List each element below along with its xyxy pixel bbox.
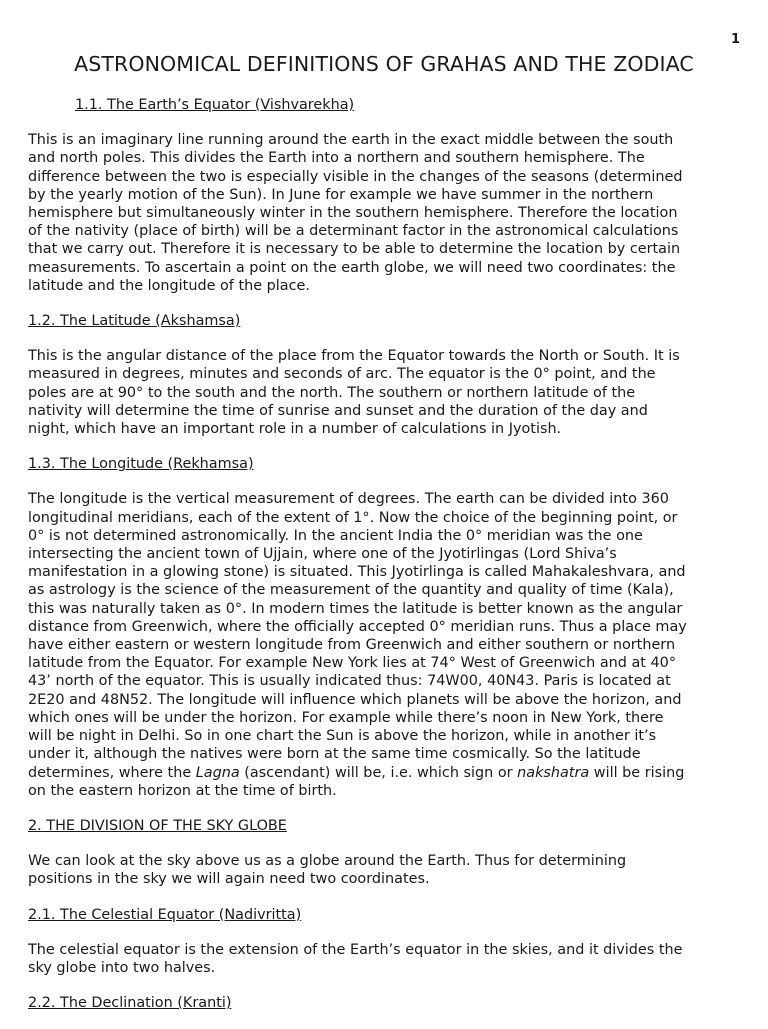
text-line: poles are at 90° to the south and the north. The southern or northern latitude of the xyxy=(28,384,636,401)
text-line: longitudinal meridians, each of the extent of 1°. Now the choice of the beginning point, or xyxy=(28,509,678,526)
text-line: 0° is not determined astronomically. In the ancient India the 0° meridian was the one xyxy=(28,527,643,544)
text-line-lagna xyxy=(28,764,740,782)
text-fragment: (ascendant) will be, i.e. which sign or xyxy=(239,764,518,781)
text-line: 2E20 and 48N52. The longitude will influence which planets will be above the horizon, and xyxy=(28,691,682,708)
section-heading-latitude: 1.2. The Latitude (Akshamsa) xyxy=(28,313,241,330)
section-heading-longitude: 1.3. The Longitude (Rekhamsa) xyxy=(28,456,254,473)
text-line: of the nativity (place of birth) will be a determinant factor in the astronomical calculations xyxy=(28,223,679,240)
text-line: The longitude is the vertical measurement of degrees. The earth can be divided into 360 xyxy=(28,491,669,508)
term-nakshatra: nakshatra xyxy=(517,764,590,781)
paragraph-earths-equator xyxy=(28,131,740,295)
text-line: have either eastern or western longitude from Greenwich and either southern or northern xyxy=(28,637,676,654)
document-body xyxy=(28,96,740,1029)
text-line: measurements. To ascertain a point on the earth globe, we will need two coordinates: the xyxy=(28,259,676,276)
text-line: that we carry out. Therefore it is necessary to be able to determine the location by certain xyxy=(28,241,681,258)
text-line: which ones will be under the horizon. For example while there’s noon in New York, there xyxy=(28,709,664,726)
text-line: by the yearly motion of the Sun). In June for example we have summer in the northern xyxy=(28,186,654,203)
text-line: distance from Greenwich, where the officially accepted 0° meridian runs. Thus a place may xyxy=(28,618,687,635)
text-line: difference between the two is especially visible in the changes of the seasons (determined xyxy=(28,168,683,185)
text-line: latitude from the Equator. For example New York lies at 74° West of Greenwich and at 40° xyxy=(28,655,677,672)
paragraph-celestial-equator xyxy=(28,941,740,977)
text-line: We can look at the sky above us as a globe around the Earth. Thus for determining xyxy=(28,853,627,870)
text-line: manifestation in a glowing stone) is situated. This Jyotirlinga is called Mahakaleshvara, and xyxy=(28,564,686,581)
text-line: The celestial equator is the extension of the Earth’s equator in the skies, and it divides the xyxy=(28,941,683,958)
document-title: ASTRONOMICAL DEFINITIONS OF GRAHAS AND THE ZODIAC xyxy=(74,52,694,76)
section-heading-declination: 2.2. The Declination (Kranti) xyxy=(28,995,232,1012)
text-line: under it, although the natives were born at the same time cosmically. So the latitude xyxy=(28,746,641,763)
text-line: this was naturally taken as 0°. In modern times the latitude is better known as the angular xyxy=(28,600,683,617)
page-number: 1 xyxy=(730,32,740,47)
text-line: hemisphere but simultaneously winter in the southern hemisphere. Therefore the location xyxy=(28,205,678,222)
text-line: This is the angular distance of the place from the Equator towards the North or South. It is xyxy=(28,348,680,365)
text-line: sky globe into two halves. xyxy=(28,959,216,976)
term-lagna: Lagna xyxy=(195,764,240,781)
text-line: positions in the sky we will again need two coordinates. xyxy=(28,871,430,888)
text-line: nativity will determine the time of sunrise and sunset and the duration of the day and xyxy=(28,402,648,419)
text-line: and north poles. This divides the Earth into a northern and southern hemisphere. The xyxy=(28,150,645,167)
text-fragment: will be rising xyxy=(589,764,685,781)
text-line: This is an imaginary line running around the earth in the exact middle between the south xyxy=(28,132,674,149)
section-heading-sky-globe: 2. THE DIVISION OF THE SKY GLOBE xyxy=(28,817,287,834)
paragraph-sky-globe xyxy=(28,852,740,888)
paragraph-latitude xyxy=(28,347,740,438)
text-line: latitude and the longitude of the place. xyxy=(28,277,310,294)
section-heading-celestial-equator: 2.1. The Celestial Equator (Nadivritta) xyxy=(28,906,302,923)
paragraph-longitude xyxy=(28,490,740,799)
text-line: as astrology is the science of the measurement of the quantity and quality of time (Kala), xyxy=(28,582,674,599)
text-line: intersecting the ancient town of Ujjain, where one of the Jyotirlingas (Lord Shiva’s xyxy=(28,546,617,563)
text-fragment: determines, where the xyxy=(28,764,196,781)
section-heading-earths-equator: 1.1. The Earth’s Equator (Vishvarekha) xyxy=(75,97,355,113)
text-line: will be night in Delhi. So in one chart the Sun is above the horizon, while in another it’s xyxy=(28,728,657,745)
text-line: night, which have an important role in a number of calculations in Jyotish. xyxy=(28,421,562,438)
text-line: 43’ north of the equator. This is usually indicated thus: 74W00, 40N43. Paris is located at xyxy=(28,673,671,690)
text-line: measured in degrees, minutes and seconds of arc. The equator is the 0° point, and the xyxy=(28,366,656,383)
text-line: on the eastern horizon at the time of birth. xyxy=(28,782,337,799)
